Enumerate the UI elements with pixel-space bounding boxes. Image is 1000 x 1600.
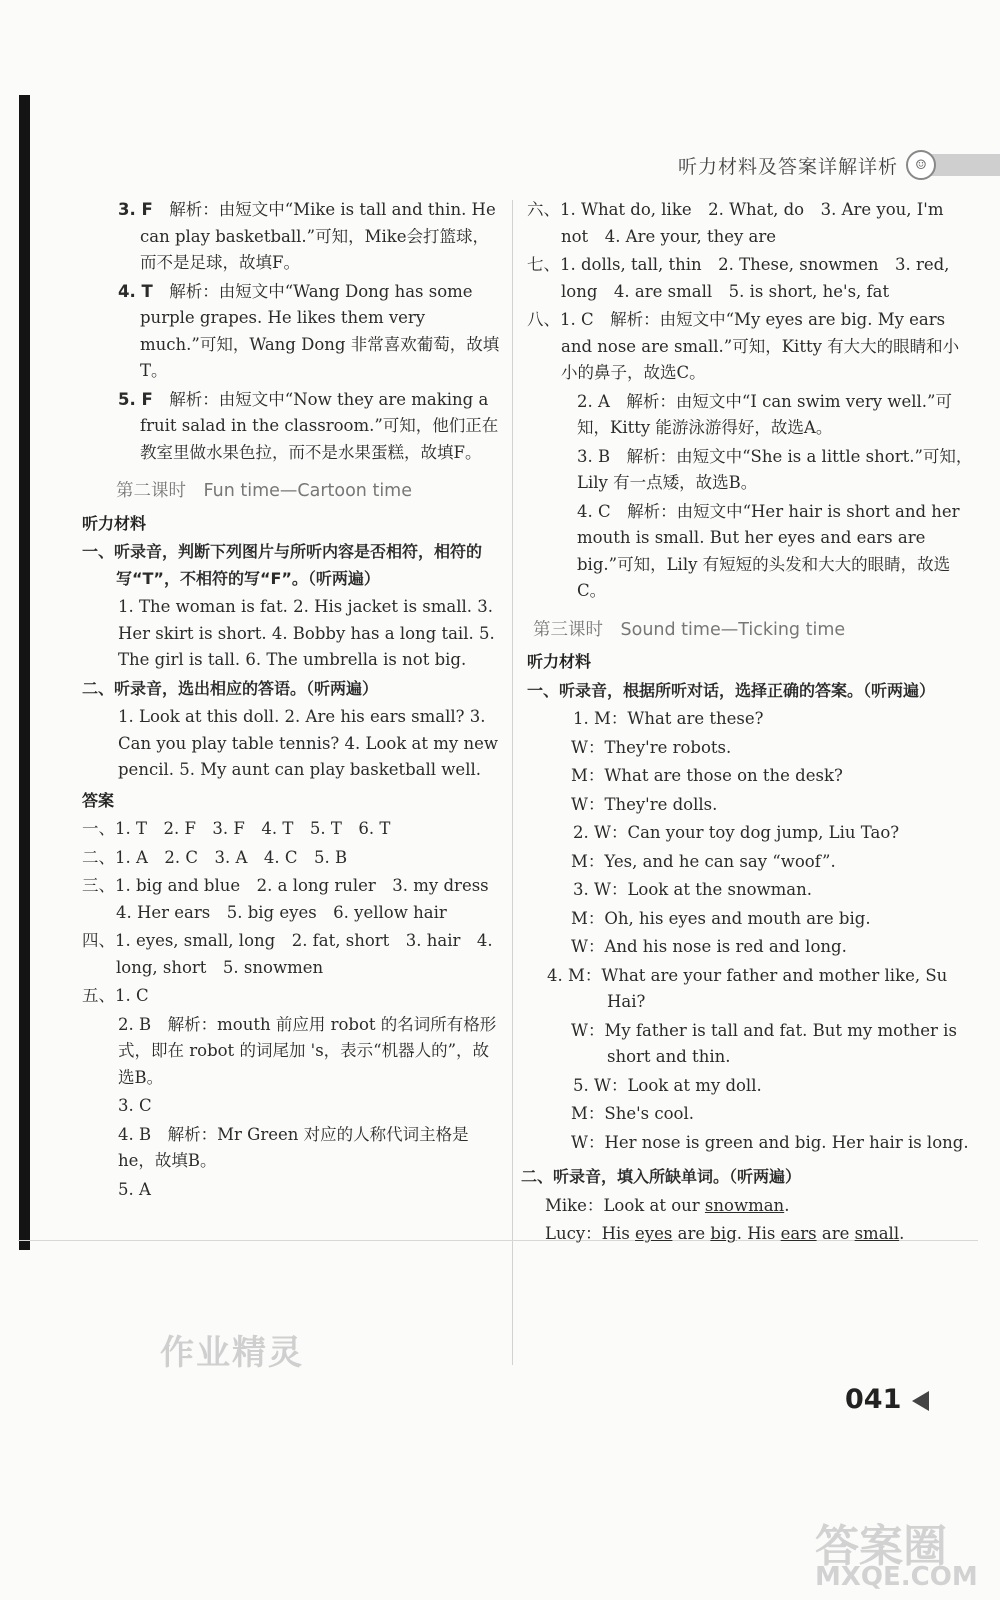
speaker-label: Mike： — [545, 1195, 604, 1215]
answers-row-8-2: 2. A 解析：由短文中“I can swim very well.”可知，Kitty 能游泳游得好，故选A。 — [577, 391, 952, 437]
dialogue-line: M：Oh, his eyes and mouth are big. — [571, 908, 871, 928]
answers-heading: 答案 — [82, 790, 115, 810]
answers-row-6: 六、1. What do, like 2. What, do 3. Are you, I'm not 4. Are your, they are — [527, 200, 944, 246]
part-1-script: 1. The woman is fat. 2. His jacket is small. 3. Her skirt is short. 4. Bobby has a long tail. 5. The girl is tall. 6. The umbrella is not big. — [118, 597, 495, 669]
header-gray-bar — [930, 154, 1000, 176]
fill-text: . — [899, 1224, 905, 1243]
dialogue-line: W：Her nose is green and big. Her hair is long. — [571, 1132, 969, 1152]
filled-word: small — [854, 1224, 900, 1243]
answer-item-5 — [88, 387, 503, 467]
part-2-title-2: 二、听录音，填入所缺单词。（听两遍） — [521, 1167, 802, 1186]
filled-word: snowman — [704, 1195, 785, 1215]
watermark-site: MXQE.COM — [815, 1562, 978, 1592]
left-column — [82, 197, 506, 1205]
item-label: 3. F — [118, 200, 153, 219]
fill-in-mike — [533, 1193, 975, 1220]
dialogue-line: 2. W：Can your toy dog jump, Liu Tao? — [573, 823, 900, 842]
filled-word: ears — [780, 1224, 817, 1243]
fill-text: . — [784, 1195, 790, 1215]
dialogue-line: M：She's cool. — [571, 1104, 694, 1123]
page-header — [678, 145, 1000, 185]
part-1-title: 一、听录音，判断下列图片与所听内容是否相符，相符的写“T”，不相符的写“F”。（听两遍） — [82, 542, 483, 588]
answers-row-2: 二、1. A 2. C 3. A 4. C 5. B — [82, 847, 348, 867]
watermark-left: 作业精灵 — [160, 1333, 304, 1373]
dialogue-line: M：Yes, and he can say “woof”. — [571, 851, 836, 871]
dialogue-line: W：My father is tall and fat. But my mother is short and thin. — [571, 1020, 957, 1066]
dialogue-line: 1. M：What are these? — [573, 709, 764, 728]
answers-row-7: 七、1. dolls, tall, thin 2. These, snowmen 3. red, long 4. are small 5. is short, he's, fat — [527, 255, 950, 301]
answers-row-5-2: 2. B 解析：mouth 前应用 robot 的名词所有格形式，即在 robot 的词尾加 's，表示“机器人的”，故选B。 — [118, 1014, 497, 1087]
item-label: 5. F — [118, 389, 153, 409]
dialogue-line: 5. W：Look at my doll. — [573, 1075, 762, 1095]
filled-word: big — [710, 1224, 737, 1243]
dialogue-line: 3. W：Look at the snowman. — [573, 880, 813, 899]
right-column — [521, 197, 975, 1250]
part-1-title-2: 一、听录音，根据所听对话，选择正确的答案。（听两遍） — [527, 680, 936, 700]
item-label: 4. T — [118, 281, 153, 301]
fill-in-lucy — [533, 1221, 975, 1248]
answers-row-5-3: 3. C — [118, 1096, 152, 1115]
column-divider — [512, 200, 513, 1365]
listening-heading-2: 听力材料 — [527, 652, 592, 671]
watermark-right: 答案圈 — [815, 1521, 947, 1572]
listening-heading: 听力材料 — [82, 513, 147, 533]
fill-text: . His — [736, 1224, 781, 1243]
speaker-label: Lucy： — [545, 1224, 602, 1243]
smiley-icon: ☺ — [906, 150, 936, 180]
answers-row-1: 一、1. T 2. F 3. F 4. T 5. T 6. T — [82, 819, 391, 838]
fill-text: are — [816, 1224, 855, 1243]
item-explanation: 解析：由短文中“Mike is tall and thin. He can play basketball.”可知，Mike会打篮球，而不是足球，故填F。 — [140, 200, 496, 272]
answers-row-5-5: 5. A — [118, 1179, 151, 1199]
header-title: 听力材料及答案详解详析 — [677, 155, 898, 178]
dialogue-line: W：They're robots. — [571, 737, 732, 757]
filled-word: eyes — [635, 1224, 673, 1243]
dialogue-line: 4. M：What are your father and mother like, Su Hai? — [547, 965, 948, 1011]
answers-row-8-3: 3. B 解析：由短文中“She is a little short.”可知，Lily 有一点矮，故选B。 — [577, 446, 973, 492]
fill-text: are — [672, 1224, 711, 1243]
answers-row-8-1: 八、1. C 解析：由短文中“My eyes are big. My ears and nose are small.”可知，Kitty 有大大的眼睛和小小的鼻子，故选C。 — [527, 310, 960, 382]
lesson-2-heading: 第二课时 Fun time—Cartoon time — [116, 481, 412, 501]
item-explanation: 解析：由短文中“Wang Dong has some purple grapes. He likes them very much.”可知，Wang Dong 非常喜欢葡萄，故填T。 — [140, 281, 500, 380]
answers-row-8-4: 4. C 解析：由短文中“Her hair is short and her mouth is small. But her eyes and ears are big.”可知，Lily 有短短的头发和大大的眼睛，故选C。 — [577, 501, 960, 600]
item-explanation: 解析：由短文中“Now they are making a fruit salad in the classroom.”可知，他们正在教室里做水果色拉，而不是水果蛋糕，故填F。 — [140, 389, 499, 462]
answer-item-4 — [88, 279, 503, 385]
answers-row-5-1: 五、1. C — [82, 986, 149, 1005]
page-arrow-icon — [912, 1391, 929, 1411]
dialogue-line: M：What are those on the desk? — [571, 766, 843, 785]
part-2-title: 二、听录音，选出相应的答语。（听两遍） — [82, 678, 379, 698]
fill-text: His — [601, 1224, 636, 1243]
answers-row-5-4: 4. B 解析：Mr Green 对应的人称代词主格是 he，故填B。 — [118, 1124, 469, 1170]
lesson-3-heading: 第三课时 Sound time—Ticking time — [533, 619, 846, 640]
dialogue-line: W：And his nose is red and long. — [571, 937, 847, 956]
book-spine-bar — [19, 95, 30, 1250]
page-number: 041 — [845, 1384, 902, 1415]
part-2-script: 1. Look at this doll. 2. Are his ears small? 3. Can you play table tennis? 4. Look at my new pencil. 5. My aunt can play basketball well. — [118, 707, 498, 779]
fill-text: Look at our — [603, 1195, 705, 1215]
answer-item-3 — [88, 197, 503, 277]
answers-row-3: 三、1. big and blue 2. a long ruler 3. my dress 4. Her ears 5. big eyes 6. yellow hair — [82, 876, 506, 922]
answers-row-4: 四、1. eyes, small, long 2. fat, short 3. hair 4. long, short 5. snowmen — [82, 931, 493, 977]
dialogue-line: W：They're dolls. — [571, 794, 718, 814]
